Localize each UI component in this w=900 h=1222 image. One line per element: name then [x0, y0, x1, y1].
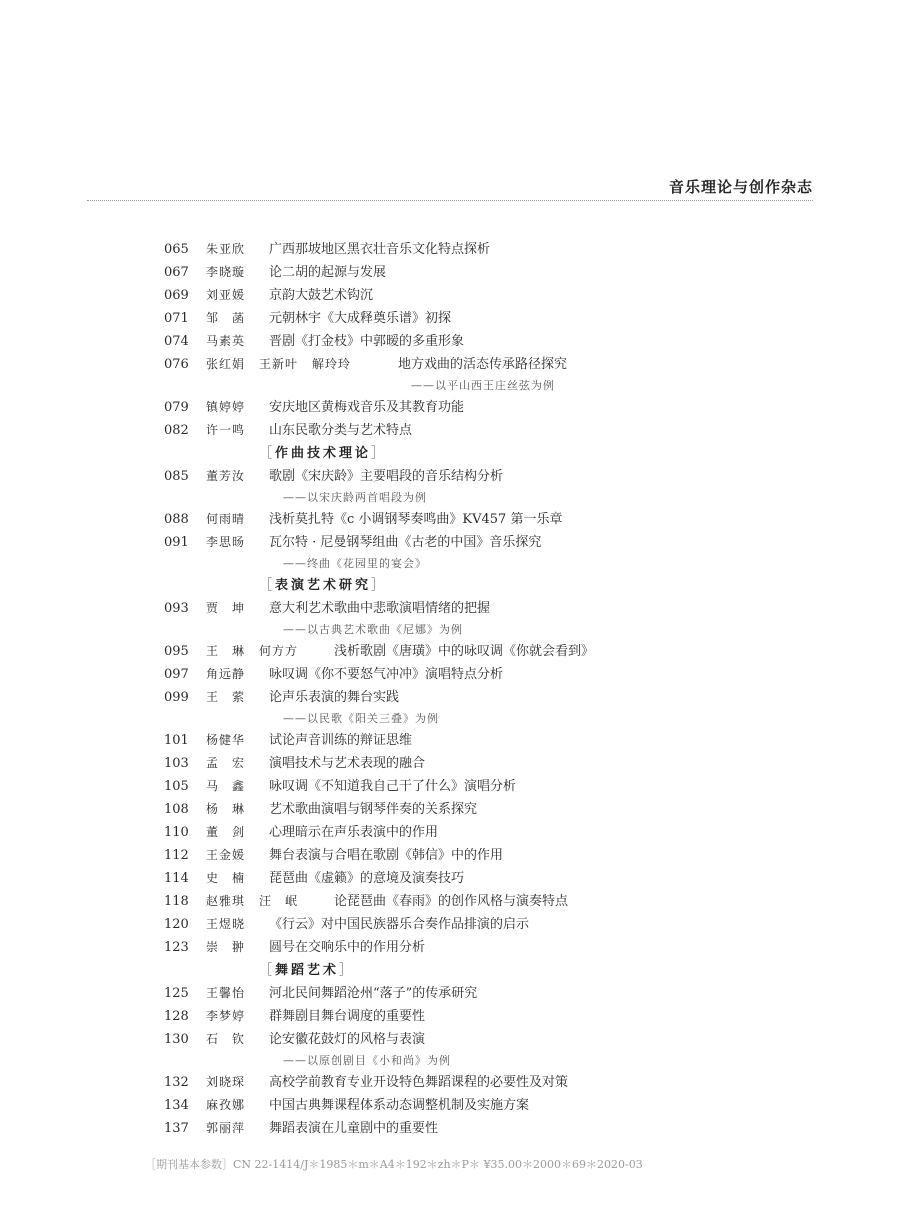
page-number: 137 [164, 1121, 189, 1136]
article-title[interactable]: 浅析歌剧《唐璜》中的咏叹调《你就会看到》 [334, 644, 595, 659]
article-title[interactable]: 论二胡的起源与发展 [269, 265, 387, 280]
article-title[interactable]: 浅析莫扎特《c 小调钢琴奏鸣曲》KV457 第一乐章 [269, 512, 563, 527]
author-name: 王金媛 [206, 848, 246, 862]
toc-entry[interactable] [0, 353, 900, 376]
author-name: 王煜晓 [206, 917, 246, 931]
toc-entry[interactable] [0, 1005, 900, 1028]
article-title[interactable]: 晋剧《打金枝》中郭暧的多重形象 [269, 334, 465, 349]
article-title[interactable]: 演唱技术与艺术表现的融合 [269, 756, 426, 771]
page-number: 091 [164, 535, 189, 550]
toc-entry[interactable] [0, 1028, 900, 1051]
article-subtitle: ——以平山西王庄丝弦为例 [411, 379, 555, 392]
toc-entry[interactable] [0, 1117, 900, 1140]
author-name: 董芳汝 [206, 469, 246, 483]
author-name: 王馨怡 [206, 986, 246, 1000]
section-title: 表演艺术研究 [275, 578, 372, 593]
author-name: 张红娟 [206, 357, 246, 371]
page-number: 103 [164, 756, 189, 771]
toc-entry[interactable] [0, 419, 900, 442]
article-title[interactable]: 山东民歌分类与艺术特点 [269, 423, 413, 438]
page-number: 099 [164, 690, 189, 705]
page-number: 114 [164, 871, 189, 886]
page-number: 074 [164, 334, 189, 349]
author-name: 汪 岷 [259, 894, 299, 908]
author-name: 解玲玲 [312, 357, 352, 371]
author-name: 史 楠 [206, 871, 246, 885]
page-number: 082 [164, 423, 189, 438]
author-name: 郭丽萍 [206, 1121, 246, 1135]
article-subtitle-row [0, 488, 900, 508]
article-title[interactable]: 元朝林宇《大成释奠乐谱》初探 [269, 311, 452, 326]
toc-entry[interactable] [0, 913, 900, 936]
toc-entry[interactable] [0, 284, 900, 307]
article-subtitle: ——以民歌《阳关三叠》为例 [283, 712, 439, 725]
article-title[interactable]: 高校学前教育专业开设特色舞蹈课程的必要性及对策 [269, 1075, 569, 1090]
author-name: 杨健华 [206, 733, 246, 747]
article-title[interactable]: 试论声音训练的辩证思维 [269, 733, 413, 748]
author-list [206, 353, 365, 376]
article-title[interactable]: 广西那坡地区黑衣壮音乐文化特点探析 [269, 242, 491, 257]
article-title[interactable]: 意大利艺术歌曲中悲歌演唱情绪的把握 [269, 601, 491, 616]
toc-entry[interactable] [0, 775, 900, 798]
article-title[interactable]: 咏叹调《你不要怒气冲冲》演唱特点分析 [269, 667, 504, 682]
author-list [206, 890, 312, 913]
page-number: 120 [164, 917, 189, 932]
toc-entry[interactable] [0, 465, 900, 488]
toc-entry[interactable] [0, 330, 900, 353]
toc-entry[interactable] [0, 1094, 900, 1117]
page-number: 105 [164, 779, 189, 794]
page-number: 130 [164, 1032, 189, 1047]
author-name: 刘晓琛 [206, 1075, 246, 1089]
article-subtitle: ——以古典艺术歌曲《尼娜》为例 [283, 623, 463, 636]
header-divider [87, 200, 813, 201]
publication-info-footer: ［期刊基本参数］CN 22-1414/J＊1985＊m＊A4＊192＊zh＊P＊ ¥35.00＊2000＊69＊2020-03 [145, 1158, 643, 1171]
author-name: 董 剑 [206, 825, 246, 839]
article-title[interactable]: 中国古典舞课程体系动态调整机制及实施方案 [269, 1098, 530, 1113]
article-title[interactable]: 群舞剧目舞台调度的重要性 [269, 1009, 426, 1024]
article-subtitle-row [0, 620, 900, 640]
article-title[interactable]: 《行云》对中国民族器乐合奏作品排演的启示 [269, 917, 530, 932]
author-name: 贾 坤 [206, 601, 246, 615]
page-number: 134 [164, 1098, 189, 1113]
article-title[interactable]: 艺术歌曲演唱与钢琴伴奏的关系探究 [269, 802, 478, 817]
toc-entry[interactable] [0, 396, 900, 419]
article-subtitle: ——以宋庆龄两首唱段为例 [283, 491, 427, 504]
page-number: 132 [164, 1075, 189, 1090]
author-name: 镇婷婷 [206, 400, 246, 414]
author-name: 何雨晴 [206, 512, 246, 526]
author-name: 崇 翀 [206, 940, 246, 954]
page-number: 076 [164, 357, 189, 372]
section-title: 舞蹈艺术 [275, 963, 340, 978]
toc-entry[interactable] [0, 508, 900, 531]
author-name: 马 鑫 [206, 779, 246, 793]
toc-entry[interactable] [0, 640, 900, 663]
page-number: 101 [164, 733, 189, 748]
toc-entry[interactable] [0, 890, 900, 913]
article-title[interactable]: 论声乐表演的舞台实践 [269, 690, 400, 705]
page-number: 065 [164, 242, 189, 257]
article-title[interactable]: 琵琶曲《虚籁》的意境及演奏技巧 [269, 871, 465, 886]
page-number: 097 [164, 667, 189, 682]
article-title[interactable]: 论琵琶曲《春雨》的创作风格与演奏特点 [334, 894, 569, 909]
author-name: 李思旸 [206, 535, 246, 549]
toc-entry[interactable] [0, 982, 900, 1005]
toc-entry[interactable] [0, 261, 900, 284]
toc-entry[interactable] [0, 531, 900, 554]
author-name: 王 萦 [206, 690, 246, 704]
article-subtitle: ——终曲《花园里的宴会》 [283, 557, 427, 570]
journal-title: 音乐理论与创作杂志 [668, 178, 813, 196]
article-title[interactable]: 河北民间舞蹈沧州“落子”的传承研究 [269, 986, 478, 1001]
article-subtitle-row [0, 554, 900, 574]
page-number: 069 [164, 288, 189, 303]
author-list [206, 640, 312, 663]
author-name: 朱亚欣 [206, 242, 246, 256]
toc-entry[interactable] [0, 238, 900, 261]
author-name: 孟 宏 [206, 756, 246, 770]
author-name: 马素英 [206, 334, 246, 348]
toc-entry[interactable] [0, 729, 900, 752]
toc-entry[interactable] [0, 663, 900, 686]
toc-entry[interactable] [0, 844, 900, 867]
author-name: 角远静 [206, 667, 246, 681]
page-number: 118 [164, 894, 189, 909]
page-number: 125 [164, 986, 189, 1001]
author-name: 李梦婷 [206, 1009, 246, 1023]
page-number: 128 [164, 1009, 189, 1024]
article-subtitle-row [0, 709, 900, 729]
page-number: 093 [164, 601, 189, 616]
author-name: 邹 菡 [206, 311, 246, 325]
article-subtitle: ——以原创剧目《小和尚》为例 [283, 1054, 451, 1067]
article-title[interactable]: 京韵大鼓艺术钩沉 [269, 288, 374, 303]
author-name: 刘亚媛 [206, 288, 246, 302]
author-name: 王 琳 [206, 644, 246, 658]
page-number: 071 [164, 311, 189, 326]
page-number: 123 [164, 940, 189, 955]
page-number: 085 [164, 469, 189, 484]
article-title[interactable]: 安庆地区黄梅戏音乐及其教育功能 [269, 400, 465, 415]
table-of-contents [0, 238, 900, 1140]
page-number: 088 [164, 512, 189, 527]
author-name: 麻孜娜 [206, 1098, 246, 1112]
article-title[interactable]: 舞蹈表演在儿童剧中的重要性 [269, 1121, 439, 1136]
article-subtitle-row [0, 1051, 900, 1071]
toc-entry[interactable] [0, 307, 900, 330]
author-name: 李晓璇 [206, 265, 246, 279]
toc-entry[interactable] [0, 867, 900, 890]
toc-entry[interactable] [0, 936, 900, 959]
section-heading: ［表演艺术研究］ [259, 578, 388, 593]
article-title[interactable]: 地方戏曲的活态传承路径探究 [398, 357, 568, 372]
author-name: 赵雅琪 [206, 894, 246, 908]
toc-entry[interactable] [0, 1071, 900, 1094]
page-number: 095 [164, 644, 189, 659]
page-number: 079 [164, 400, 189, 415]
section-heading: ［作曲技术理论］ [259, 446, 388, 461]
page-number: 110 [164, 825, 189, 840]
page-number: 108 [164, 802, 189, 817]
article-title[interactable]: 心理暗示在声乐表演中的作用 [269, 825, 439, 840]
article-title[interactable]: 论安徽花鼓灯的风格与表演 [269, 1032, 426, 1047]
toc-entry[interactable] [0, 821, 900, 844]
article-title[interactable]: 圆号在交响乐中的作用分析 [269, 940, 426, 955]
page-number: 067 [164, 265, 189, 280]
author-name: 王新叶 [259, 357, 299, 371]
author-name: 何方方 [259, 644, 299, 658]
page-number: 112 [164, 848, 189, 863]
author-name: 杨 琳 [206, 802, 246, 816]
toc-entry[interactable] [0, 752, 900, 775]
section-title: 作曲技术理论 [275, 446, 372, 461]
toc-entry[interactable] [0, 686, 900, 709]
author-name: 石 钦 [206, 1032, 246, 1046]
article-title[interactable]: 歌剧《宋庆龄》主要唱段的音乐结构分析 [269, 469, 504, 484]
toc-entry[interactable] [0, 597, 900, 620]
section-heading: ［舞蹈艺术］ [259, 963, 356, 978]
article-subtitle-row [0, 376, 900, 396]
article-title[interactable]: 咏叹调《不知道我自己干了什么》演唱分析 [269, 779, 517, 794]
toc-entry[interactable] [0, 798, 900, 821]
article-title[interactable]: 瓦尔特 · 尼曼钢琴组曲《古老的中国》音乐探究 [269, 535, 542, 550]
article-title[interactable]: 舞台表演与合唱在歌剧《韩信》中的作用 [269, 848, 504, 863]
author-name: 许一鸣 [206, 423, 246, 437]
